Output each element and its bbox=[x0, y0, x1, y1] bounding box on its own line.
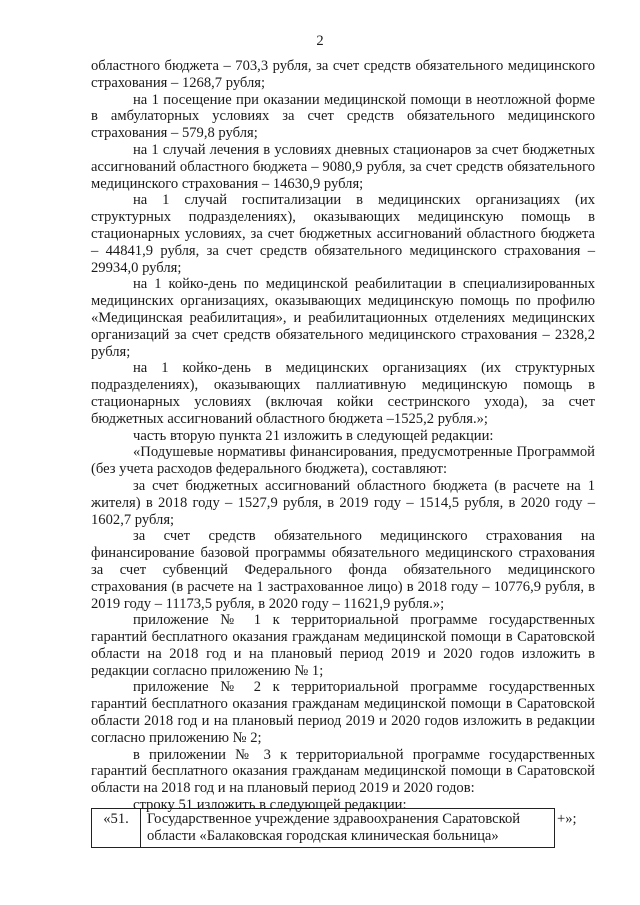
replacement-table bbox=[91, 808, 597, 848]
paragraph: приложение № 2 к территориальной программе государственных гарантий бесплатного оказания гражданам медицинской помощи в Саратовской области 2018 год и на плановый период 2019 и 2020 годов изложить в редакции согласно приложению № 2; bbox=[91, 679, 595, 746]
paragraph: на 1 койко-день в медицинских организациях (их структурных подразделениях), оказывающих паллиативную медицинскую помощь в стационарных условиях (включая койки сестринского ухода), за счет бюджетных ассигнований областного бюджета –1525,2 рубля.»; bbox=[91, 360, 595, 427]
paragraph: в приложении № 3 к территориальной программе государственных гарантий бесплатного оказания гражданам медицинской помощи в Саратовской области на 2018 год и на плановый период 2019 и 2020 годов: bbox=[91, 746, 595, 797]
table-row bbox=[92, 809, 598, 848]
mark-cell: +»; bbox=[557, 810, 577, 827]
row-number-cell: «51. bbox=[92, 809, 141, 848]
paragraph: на 1 случай лечения в условиях дневных стационаров за счет бюджетных ассигнований областного бюджета – 9080,9 рубля, за счет средств обязательного медицинского страхования – 14630,9 рубля; bbox=[91, 141, 595, 192]
paragraph: часть вторую пункта 21 изложить в следующей редакции: bbox=[133, 427, 494, 444]
organization-name-cell: Государственное учреждение здравоохранения Саратовской области «Балаковская городская клиническая больница» bbox=[141, 809, 555, 848]
paragraph: на 1 посещение при оказании медицинской помощи в неотложной форме в амбулаторных условиях за счет средств обязательного медицинского страхования – 579,8 рубля; bbox=[91, 91, 595, 142]
paragraph: за счет бюджетных ассигнований областного бюджета (в расчете на 1 жителя) в 2018 году – 1527,9 рубля, в 2019 году – 1514,5 рубля, в 2020 году – 1602,7 рубля; bbox=[91, 477, 595, 528]
document-body bbox=[91, 58, 595, 814]
paragraph: на 1 койко-день по медицинской реабилитации в специализированных медицинских организациях, оказывающих медицинскую помощь по профилю «Медицинская реабилитация», и реабилитационных отделениях медицинских организаций за счет средств обязательного медицинского страхования – 2328,2 рубля; bbox=[91, 276, 595, 360]
page-number: 2 bbox=[316, 33, 324, 49]
paragraph: строку 51 изложить в следующей редакции: bbox=[133, 797, 407, 814]
paragraph: «Подушевые нормативы финансирования, предусмотренные Программой (без учета расходов федерального бюджета), составляют: bbox=[91, 444, 595, 478]
paragraph: на 1 случай госпитализации в медицинских организациях (их структурных подразделениях), оказывающих медицинскую помощь в стационарных условиях, за счет бюджетных ассигнований областного бюджета – 44841,9 рубля, за счет средств обязательного медицинского страхования – 29934,0 рубля; bbox=[91, 192, 595, 276]
paragraph: областного бюджета – 703,3 рубля, за счет средств обязательного медицинского страхования – 1268,7 рубля; bbox=[91, 58, 595, 91]
paragraph: приложение № 1 к территориальной программе государственных гарантий бесплатного оказания гражданам медицинской помощи в Саратовской области на 2018 год и на плановый период 2019 и 2020 годов изложить в редакции согласно приложению № 1; bbox=[91, 612, 595, 679]
paragraph: за счет средств обязательного медицинского страхования на финансирование базовой программы обязательного медицинского страхования за счет субвенций Федерального фонда обязательного медицинского страхования (в расчете на 1 застрахованное лицо) в 2018 году – 10776,9 рубля, в 2019 году – 11173,5 рубля, в 2020 году – 11621,9 рубля.»; bbox=[91, 528, 595, 612]
